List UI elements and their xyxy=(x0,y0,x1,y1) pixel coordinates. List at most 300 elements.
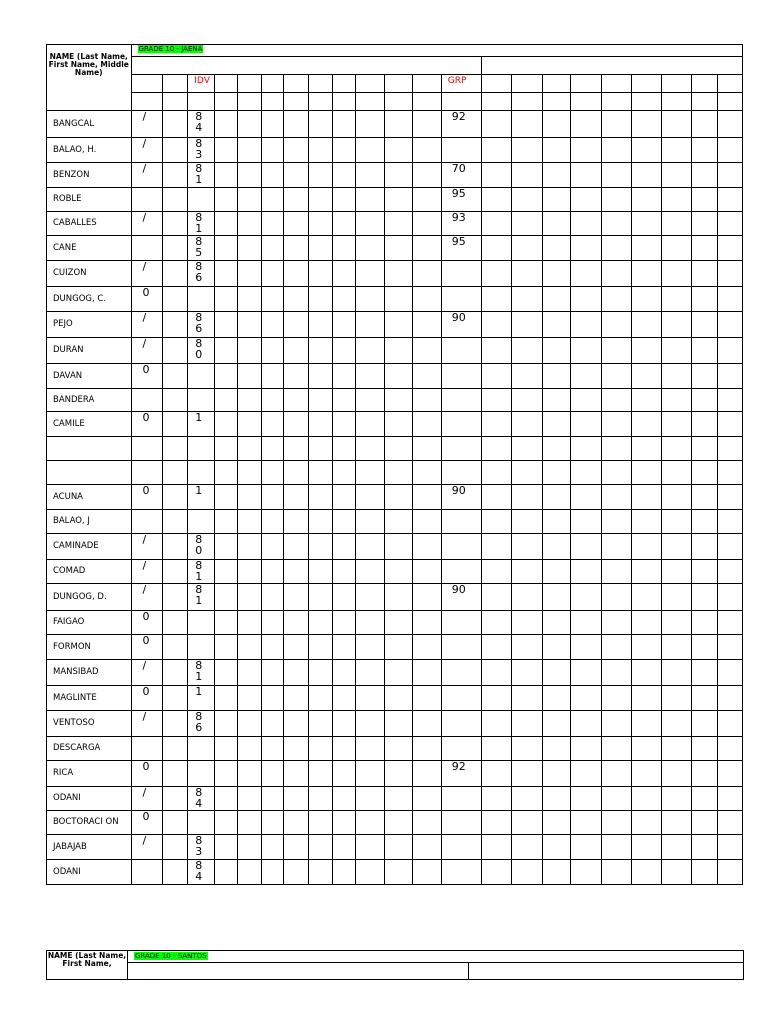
mark-cell[interactable] xyxy=(131,163,162,188)
empty-cell[interactable] xyxy=(262,686,284,711)
empty-cell[interactable] xyxy=(571,584,601,611)
grp-score-cell[interactable] xyxy=(441,437,482,461)
grp-score-cell[interactable] xyxy=(441,787,482,811)
empty-cell[interactable] xyxy=(482,261,512,287)
idv-score-cell[interactable] xyxy=(188,711,215,737)
empty-cell[interactable] xyxy=(718,534,743,560)
empty-cell[interactable] xyxy=(512,660,542,686)
idv-score-cell[interactable] xyxy=(188,635,215,660)
empty-cell[interactable] xyxy=(332,138,355,163)
empty-cell[interactable] xyxy=(356,534,385,560)
empty-cell[interactable] xyxy=(571,138,601,163)
empty-cell[interactable] xyxy=(385,163,413,188)
empty-cell[interactable] xyxy=(631,163,661,188)
empty-cell[interactable] xyxy=(214,437,237,461)
empty-cell[interactable] xyxy=(162,212,187,236)
empty-cell[interactable] xyxy=(441,93,482,111)
empty-cell[interactable] xyxy=(601,212,631,236)
empty-cell[interactable] xyxy=(661,737,691,761)
empty-cell[interactable] xyxy=(385,485,413,510)
mark-cell[interactable] xyxy=(131,312,162,338)
empty-cell[interactable] xyxy=(661,761,691,787)
empty-cell[interactable] xyxy=(385,412,413,437)
empty-cell[interactable] xyxy=(412,686,441,711)
empty-cell[interactable] xyxy=(631,534,661,560)
empty-cell[interactable] xyxy=(542,412,571,437)
empty-cell[interactable] xyxy=(308,364,332,389)
empty-cell[interactable] xyxy=(332,485,355,510)
idv-score-cell[interactable] xyxy=(188,188,215,212)
empty-cell[interactable] xyxy=(238,860,262,885)
mark-cell[interactable] xyxy=(131,485,162,510)
empty-cell[interactable] xyxy=(661,138,691,163)
empty-cell[interactable] xyxy=(356,860,385,885)
empty-cell[interactable] xyxy=(661,787,691,811)
empty-cell[interactable] xyxy=(332,835,355,860)
empty-cell[interactable] xyxy=(332,389,355,412)
empty-cell[interactable] xyxy=(356,635,385,660)
empty-cell[interactable] xyxy=(162,686,187,711)
empty-cell[interactable] xyxy=(631,412,661,437)
empty-cell[interactable] xyxy=(214,93,237,111)
empty-cell[interactable] xyxy=(332,711,355,737)
empty-cell[interactable] xyxy=(385,111,413,138)
empty-cell[interactable] xyxy=(661,711,691,737)
empty-cell[interactable] xyxy=(482,510,512,534)
empty-cell[interactable] xyxy=(214,660,237,686)
grp-score-cell[interactable] xyxy=(441,811,482,835)
empty-cell[interactable] xyxy=(631,761,661,787)
empty-cell[interactable] xyxy=(542,761,571,787)
empty-cell[interactable] xyxy=(162,287,187,312)
empty-cell[interactable] xyxy=(214,686,237,711)
empty-cell[interactable] xyxy=(262,364,284,389)
idv-score-cell[interactable] xyxy=(188,584,215,611)
empty-cell[interactable] xyxy=(332,560,355,584)
empty-cell[interactable] xyxy=(284,163,308,188)
empty-cell[interactable] xyxy=(512,93,542,111)
empty-cell[interactable] xyxy=(512,711,542,737)
empty-cell[interactable] xyxy=(128,963,469,980)
mark-cell[interactable] xyxy=(131,437,162,461)
empty-cell[interactable] xyxy=(284,364,308,389)
empty-cell[interactable] xyxy=(718,75,743,93)
empty-cell[interactable] xyxy=(512,485,542,510)
empty-cell[interactable] xyxy=(214,188,237,212)
empty-cell[interactable] xyxy=(601,584,631,611)
empty-cell[interactable] xyxy=(661,338,691,364)
empty-cell[interactable] xyxy=(482,584,512,611)
empty-cell[interactable] xyxy=(571,287,601,312)
empty-cell[interactable] xyxy=(332,787,355,811)
empty-cell[interactable] xyxy=(284,686,308,711)
empty-cell[interactable] xyxy=(412,261,441,287)
empty-cell[interactable] xyxy=(308,510,332,534)
empty-cell[interactable] xyxy=(542,860,571,885)
empty-cell[interactable] xyxy=(385,75,413,93)
empty-cell[interactable] xyxy=(308,560,332,584)
empty-cell[interactable] xyxy=(284,761,308,787)
empty-cell[interactable] xyxy=(262,635,284,660)
empty-cell[interactable] xyxy=(512,584,542,611)
empty-cell[interactable] xyxy=(631,287,661,312)
empty-cell[interactable] xyxy=(214,138,237,163)
empty-cell[interactable] xyxy=(214,212,237,236)
empty-cell[interactable] xyxy=(661,236,691,261)
empty-cell[interactable] xyxy=(718,437,743,461)
empty-cell[interactable] xyxy=(308,660,332,686)
empty-cell[interactable] xyxy=(214,510,237,534)
empty-cell[interactable] xyxy=(601,236,631,261)
empty-cell[interactable] xyxy=(542,635,571,660)
grp-score-cell[interactable] xyxy=(441,660,482,686)
empty-cell[interactable] xyxy=(482,212,512,236)
empty-cell[interactable] xyxy=(385,212,413,236)
empty-cell[interactable] xyxy=(262,75,284,93)
mark-cell[interactable] xyxy=(131,560,162,584)
empty-cell[interactable] xyxy=(214,835,237,860)
empty-cell[interactable] xyxy=(162,75,187,93)
empty-cell[interactable] xyxy=(631,686,661,711)
empty-cell[interactable] xyxy=(661,686,691,711)
empty-cell[interactable] xyxy=(512,75,542,93)
empty-cell[interactable] xyxy=(661,584,691,611)
empty-cell[interactable] xyxy=(661,93,691,111)
empty-cell[interactable] xyxy=(356,111,385,138)
empty-cell[interactable] xyxy=(356,138,385,163)
empty-cell[interactable] xyxy=(332,163,355,188)
empty-cell[interactable] xyxy=(356,75,385,93)
empty-cell[interactable] xyxy=(571,312,601,338)
empty-cell[interactable] xyxy=(691,560,718,584)
empty-cell[interactable] xyxy=(238,188,262,212)
empty-cell[interactable] xyxy=(661,163,691,188)
empty-cell[interactable] xyxy=(691,761,718,787)
empty-cell[interactable] xyxy=(412,287,441,312)
empty-cell[interactable] xyxy=(412,236,441,261)
mark-cell[interactable] xyxy=(131,188,162,212)
empty-cell[interactable] xyxy=(238,138,262,163)
empty-cell[interactable] xyxy=(691,236,718,261)
empty-cell[interactable] xyxy=(691,389,718,412)
empty-cell[interactable] xyxy=(482,111,512,138)
empty-cell[interactable] xyxy=(308,534,332,560)
empty-cell[interactable] xyxy=(412,389,441,412)
empty-cell[interactable] xyxy=(691,835,718,860)
empty-cell[interactable] xyxy=(691,364,718,389)
empty-cell[interactable] xyxy=(332,75,355,93)
empty-cell[interactable] xyxy=(214,111,237,138)
empty-cell[interactable] xyxy=(238,338,262,364)
empty-cell[interactable] xyxy=(512,236,542,261)
empty-cell[interactable] xyxy=(691,111,718,138)
mark-cell[interactable] xyxy=(131,389,162,412)
idv-score-cell[interactable] xyxy=(188,787,215,811)
empty-cell[interactable] xyxy=(332,236,355,261)
empty-cell[interactable] xyxy=(661,835,691,860)
empty-cell[interactable] xyxy=(661,534,691,560)
empty-cell[interactable] xyxy=(691,686,718,711)
empty-cell[interactable] xyxy=(284,212,308,236)
empty-cell[interactable] xyxy=(162,461,187,485)
empty-cell[interactable] xyxy=(262,93,284,111)
empty-cell[interactable] xyxy=(718,660,743,686)
empty-cell[interactable] xyxy=(482,75,512,93)
empty-cell[interactable] xyxy=(631,111,661,138)
empty-cell[interactable] xyxy=(601,138,631,163)
empty-cell[interactable] xyxy=(332,437,355,461)
empty-cell[interactable] xyxy=(356,835,385,860)
empty-cell[interactable] xyxy=(214,338,237,364)
grp-score-cell[interactable] xyxy=(441,163,482,188)
empty-cell[interactable] xyxy=(188,93,215,111)
empty-cell[interactable] xyxy=(718,111,743,138)
empty-cell[interactable] xyxy=(356,686,385,711)
grp-score-cell[interactable] xyxy=(441,212,482,236)
empty-cell[interactable] xyxy=(469,963,744,980)
empty-cell[interactable] xyxy=(691,485,718,510)
empty-cell[interactable] xyxy=(385,261,413,287)
mark-cell[interactable] xyxy=(131,635,162,660)
empty-cell[interactable] xyxy=(718,711,743,737)
empty-cell[interactable] xyxy=(571,686,601,711)
empty-cell[interactable] xyxy=(691,412,718,437)
empty-cell[interactable] xyxy=(571,485,601,510)
empty-cell[interactable] xyxy=(661,412,691,437)
empty-cell[interactable] xyxy=(718,811,743,835)
empty-cell[interactable] xyxy=(412,510,441,534)
empty-cell[interactable] xyxy=(512,737,542,761)
empty-cell[interactable] xyxy=(262,188,284,212)
empty-cell[interactable] xyxy=(601,835,631,860)
empty-cell[interactable] xyxy=(512,412,542,437)
empty-cell[interactable] xyxy=(661,560,691,584)
empty-cell[interactable] xyxy=(284,635,308,660)
empty-cell[interactable] xyxy=(412,212,441,236)
empty-cell[interactable] xyxy=(601,560,631,584)
empty-cell[interactable] xyxy=(162,560,187,584)
idv-score-cell[interactable] xyxy=(188,860,215,885)
empty-cell[interactable] xyxy=(262,510,284,534)
empty-cell[interactable] xyxy=(162,711,187,737)
idv-score-cell[interactable] xyxy=(188,138,215,163)
empty-cell[interactable] xyxy=(412,412,441,437)
empty-cell[interactable] xyxy=(308,138,332,163)
empty-cell[interactable] xyxy=(571,111,601,138)
empty-cell[interactable] xyxy=(308,584,332,611)
empty-cell[interactable] xyxy=(332,412,355,437)
empty-cell[interactable] xyxy=(412,737,441,761)
empty-cell[interactable] xyxy=(482,660,512,686)
empty-cell[interactable] xyxy=(356,93,385,111)
empty-cell[interactable] xyxy=(601,163,631,188)
empty-cell[interactable] xyxy=(238,737,262,761)
grp-score-cell[interactable] xyxy=(441,287,482,312)
empty-cell[interactable] xyxy=(601,261,631,287)
empty-cell[interactable] xyxy=(631,635,661,660)
empty-cell[interactable] xyxy=(356,485,385,510)
empty-cell[interactable] xyxy=(571,510,601,534)
empty-cell[interactable] xyxy=(385,510,413,534)
mark-cell[interactable] xyxy=(131,660,162,686)
empty-cell[interactable] xyxy=(162,584,187,611)
empty-cell[interactable] xyxy=(571,787,601,811)
empty-cell[interactable] xyxy=(162,437,187,461)
empty-cell[interactable] xyxy=(238,660,262,686)
empty-cell[interactable] xyxy=(262,660,284,686)
empty-cell[interactable] xyxy=(631,660,661,686)
empty-cell[interactable] xyxy=(542,711,571,737)
empty-cell[interactable] xyxy=(385,138,413,163)
empty-cell[interactable] xyxy=(162,163,187,188)
empty-cell[interactable] xyxy=(482,93,512,111)
empty-cell[interactable] xyxy=(691,811,718,835)
empty-cell[interactable] xyxy=(262,461,284,485)
empty-cell[interactable] xyxy=(512,312,542,338)
empty-cell[interactable] xyxy=(571,461,601,485)
empty-cell[interactable] xyxy=(385,835,413,860)
idv-score-cell[interactable] xyxy=(188,485,215,510)
empty-cell[interactable] xyxy=(661,188,691,212)
idv-score-cell[interactable] xyxy=(188,212,215,236)
empty-cell[interactable] xyxy=(482,560,512,584)
mark-cell[interactable] xyxy=(131,686,162,711)
empty-cell[interactable] xyxy=(262,737,284,761)
empty-cell[interactable] xyxy=(162,737,187,761)
empty-cell[interactable] xyxy=(385,364,413,389)
empty-cell[interactable] xyxy=(284,412,308,437)
empty-cell[interactable] xyxy=(512,811,542,835)
empty-cell[interactable] xyxy=(162,635,187,660)
empty-cell[interactable] xyxy=(385,93,413,111)
empty-cell[interactable] xyxy=(308,737,332,761)
empty-cell[interactable] xyxy=(691,584,718,611)
empty-cell[interactable] xyxy=(691,287,718,312)
empty-cell[interactable] xyxy=(356,261,385,287)
empty-cell[interactable] xyxy=(601,188,631,212)
empty-cell[interactable] xyxy=(571,437,601,461)
empty-cell[interactable] xyxy=(332,811,355,835)
empty-cell[interactable] xyxy=(601,93,631,111)
empty-cell[interactable] xyxy=(385,761,413,787)
empty-cell[interactable] xyxy=(238,787,262,811)
empty-cell[interactable] xyxy=(308,686,332,711)
idv-score-cell[interactable] xyxy=(188,835,215,860)
empty-cell[interactable] xyxy=(356,312,385,338)
empty-cell[interactable] xyxy=(718,389,743,412)
empty-cell[interactable] xyxy=(718,188,743,212)
empty-cell[interactable] xyxy=(601,510,631,534)
empty-cell[interactable] xyxy=(512,163,542,188)
empty-cell[interactable] xyxy=(238,312,262,338)
mark-cell[interactable] xyxy=(131,737,162,761)
mark-cell[interactable] xyxy=(131,111,162,138)
empty-cell[interactable] xyxy=(284,584,308,611)
empty-cell[interactable] xyxy=(601,485,631,510)
empty-cell[interactable] xyxy=(332,584,355,611)
empty-cell[interactable] xyxy=(238,611,262,635)
empty-cell[interactable] xyxy=(284,485,308,510)
idv-score-cell[interactable] xyxy=(188,534,215,560)
empty-cell[interactable] xyxy=(262,261,284,287)
empty-cell[interactable] xyxy=(601,737,631,761)
empty-cell[interactable] xyxy=(482,57,743,75)
empty-cell[interactable] xyxy=(412,485,441,510)
empty-cell[interactable] xyxy=(601,312,631,338)
empty-cell[interactable] xyxy=(284,312,308,338)
empty-cell[interactable] xyxy=(542,437,571,461)
empty-cell[interactable] xyxy=(631,312,661,338)
mark-cell[interactable] xyxy=(131,611,162,635)
empty-cell[interactable] xyxy=(162,510,187,534)
empty-cell[interactable] xyxy=(718,261,743,287)
empty-cell[interactable] xyxy=(385,437,413,461)
empty-cell[interactable] xyxy=(238,111,262,138)
empty-cell[interactable] xyxy=(356,236,385,261)
mark-cell[interactable] xyxy=(131,860,162,885)
empty-cell[interactable] xyxy=(262,534,284,560)
empty-cell[interactable] xyxy=(718,236,743,261)
empty-cell[interactable] xyxy=(601,611,631,635)
empty-cell[interactable] xyxy=(356,461,385,485)
empty-cell[interactable] xyxy=(661,212,691,236)
empty-cell[interactable] xyxy=(284,437,308,461)
empty-cell[interactable] xyxy=(661,261,691,287)
empty-cell[interactable] xyxy=(482,711,512,737)
empty-cell[interactable] xyxy=(542,93,571,111)
empty-cell[interactable] xyxy=(661,364,691,389)
empty-cell[interactable] xyxy=(631,584,661,611)
empty-cell[interactable] xyxy=(718,635,743,660)
empty-cell[interactable] xyxy=(214,461,237,485)
empty-cell[interactable] xyxy=(718,686,743,711)
empty-cell[interactable] xyxy=(214,761,237,787)
empty-cell[interactable] xyxy=(512,111,542,138)
empty-cell[interactable] xyxy=(412,461,441,485)
empty-cell[interactable] xyxy=(691,338,718,364)
mark-cell[interactable] xyxy=(131,787,162,811)
empty-cell[interactable] xyxy=(214,75,237,93)
empty-cell[interactable] xyxy=(631,338,661,364)
empty-cell[interactable] xyxy=(512,761,542,787)
empty-cell[interactable] xyxy=(691,711,718,737)
empty-cell[interactable] xyxy=(385,811,413,835)
empty-cell[interactable] xyxy=(284,737,308,761)
empty-cell[interactable] xyxy=(214,485,237,510)
empty-cell[interactable] xyxy=(356,761,385,787)
empty-cell[interactable] xyxy=(131,75,162,93)
empty-cell[interactable] xyxy=(571,737,601,761)
empty-cell[interactable] xyxy=(718,93,743,111)
empty-cell[interactable] xyxy=(412,560,441,584)
empty-cell[interactable] xyxy=(661,660,691,686)
empty-cell[interactable] xyxy=(332,534,355,560)
empty-cell[interactable] xyxy=(385,534,413,560)
empty-cell[interactable] xyxy=(661,485,691,510)
empty-cell[interactable] xyxy=(512,287,542,312)
empty-cell[interactable] xyxy=(542,212,571,236)
empty-cell[interactable] xyxy=(542,364,571,389)
empty-cell[interactable] xyxy=(238,287,262,312)
empty-cell[interactable] xyxy=(512,611,542,635)
empty-cell[interactable] xyxy=(542,138,571,163)
empty-cell[interactable] xyxy=(238,389,262,412)
empty-cell[interactable] xyxy=(284,534,308,560)
empty-cell[interactable] xyxy=(214,611,237,635)
empty-cell[interactable] xyxy=(542,287,571,312)
empty-cell[interactable] xyxy=(661,510,691,534)
empty-cell[interactable] xyxy=(542,485,571,510)
